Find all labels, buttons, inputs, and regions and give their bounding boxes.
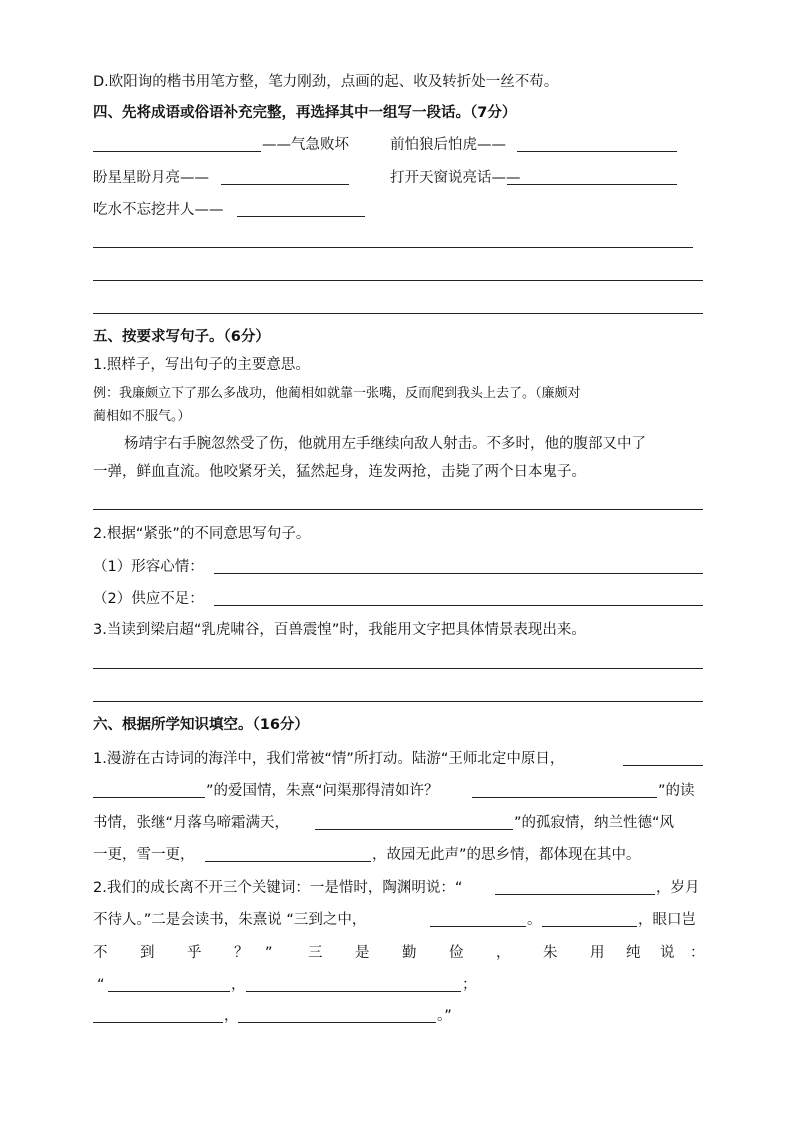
question-5-1: 1.照样子，写出句子的主要意思。 (93, 357, 310, 373)
justified-char: ， (496, 945, 511, 961)
passage-line-1: 杨靖宇右手腕忽然受了伤，他就用左手继续向敌人射击。不多时，他的腹部又中了 (124, 436, 646, 452)
section-4-title: 四、先将成语或俗语补充完整，再选择其中一组写一段话。（7分） (93, 105, 517, 121)
justified-char: 用 (590, 945, 605, 961)
s6-line-2-text-a: ”的爱国情，朱熹“问渠那得清如许？ (206, 783, 439, 799)
section-6-title: 六、根据所学知识填空。（16分） (93, 717, 309, 733)
justified-char: 朱 (543, 945, 558, 961)
answer-line-5-3b[interactable] (93, 701, 703, 702)
justified-char: 说 (660, 945, 675, 961)
poem-blank-1b[interactable] (93, 797, 205, 798)
paragraph-line-1[interactable] (93, 247, 693, 248)
justified-char: 乎 (187, 945, 202, 961)
s6-line-6-text-c: ，眼口岂 (638, 912, 696, 928)
s6-line-3-text-a: 书情，张继“月落乌啼霜满天， (93, 815, 290, 831)
justified-char: 到 (140, 945, 155, 961)
answer-line-5-3a[interactable] (93, 668, 703, 669)
justified-char: 勤 (402, 945, 417, 961)
answer-line-5-1[interactable] (93, 509, 703, 510)
justified-char: 三 (308, 945, 323, 961)
frugal-blank-1[interactable] (108, 991, 230, 992)
idiom-blank-3[interactable] (221, 184, 349, 185)
answer-line-5-2-1[interactable] (214, 573, 703, 574)
section-5-title: 五、按要求写句子。（6分） (93, 329, 270, 345)
idiom-blank-2[interactable] (517, 151, 677, 152)
justified-char: ： (690, 945, 705, 961)
s6-line-9-end: 。” (437, 1008, 452, 1024)
s6-line-9-comma: ， (224, 1008, 239, 1024)
s6-line-3-text-b: ”的孤寂情，纳兰性德“风 (514, 815, 675, 831)
poem-blank-4[interactable] (205, 861, 371, 862)
idiom-2-text: 前怕狼后怕虎—— (390, 137, 506, 153)
s6-line-5-text-b: ，岁月 (656, 880, 700, 896)
example-line-2: 蔺相如不服气。） (93, 409, 191, 424)
idiom-4-text: 打开天窗说亮话—— (390, 170, 521, 186)
justified-char: 俭 (449, 945, 464, 961)
s6-line-8-quote-open: “ (97, 977, 105, 993)
poem-blank-1a[interactable] (623, 765, 703, 766)
justified-char: ？ (234, 945, 249, 961)
s6-line-8-comma: ， (231, 977, 246, 993)
idiom-1-text: ——气急败坏 (262, 137, 349, 153)
quote-blank-1[interactable] (495, 894, 655, 895)
question-5-2: 2.根据“紧张”的不同意思写句子。 (93, 526, 311, 542)
s6-line-8-semicolon: ； (462, 977, 477, 993)
s6-line-6-text-a: 不待人。”二是会读书，朱熹说 “三到之中， (93, 912, 367, 928)
example-line-1: 例：我廉颇立下了那么多战功，他蔺相如就靠一张嘴，反而爬到我头上去了。（廉颇对 (93, 386, 581, 401)
quote-blank-2b[interactable] (542, 926, 637, 927)
idiom-5-text: 吃水不忘挖井人—— (93, 202, 224, 218)
justified-char: 不 (93, 945, 108, 961)
frugal-blank-2[interactable] (246, 991, 461, 992)
idiom-blank-1[interactable] (93, 151, 261, 152)
poem-blank-2[interactable] (472, 797, 657, 798)
passage-line-2: 一弹，鲜血直流。他咬紧牙关，猛然起身，连发两抢，击毙了两个日本鬼子。 (93, 464, 586, 480)
frugal-blank-3[interactable] (93, 1022, 223, 1023)
question-5-2-2-label: （2）供应不足： (93, 591, 204, 607)
poem-blank-3[interactable] (315, 829, 513, 830)
justified-char: 是 (355, 945, 370, 961)
idiom-blank-5[interactable] (237, 216, 365, 217)
frugal-blank-4[interactable] (238, 1022, 436, 1023)
paragraph-line-3[interactable] (93, 313, 703, 314)
s6-line-6-text-b: 。 (527, 912, 542, 928)
option-d-text: D.欧阳询的楷书用笔方整，笔力刚劲，点画的起、收及转折处一丝不苟。 (93, 74, 559, 90)
s6-line-4-text-b: ，故园无此声”的思乡情，都体现在其中。 (372, 847, 641, 863)
s6-line-1-text: 1.漫游在古诗词的海洋中，我们常被“情”所打动。陆游“王师北定中原日， (93, 751, 565, 767)
justified-char: ” (265, 945, 273, 961)
paragraph-line-2[interactable] (93, 280, 703, 281)
idiom-blank-4[interactable] (507, 184, 677, 185)
s6-line-2-text-b: ”的读 (658, 783, 695, 799)
idiom-3-text: 盼星星盼月亮—— (93, 170, 209, 186)
s6-line-4-text-a: 一更，雪一更， (93, 847, 195, 863)
justified-char: 纯 (626, 945, 641, 961)
quote-blank-2a[interactable] (430, 926, 526, 927)
question-5-2-1-label: （1）形容心情： (93, 559, 204, 575)
answer-line-5-2-2[interactable] (214, 605, 703, 606)
question-5-3: 3.当读到梁启超“乳虎啸谷，百兽震惶”时，我能用文字把具体情景表现出来。 (93, 622, 586, 638)
s6-line-5-text-a: 2.我们的成长离不开三个关键词：一是惜时，陶渊明说：“ (93, 880, 463, 896)
